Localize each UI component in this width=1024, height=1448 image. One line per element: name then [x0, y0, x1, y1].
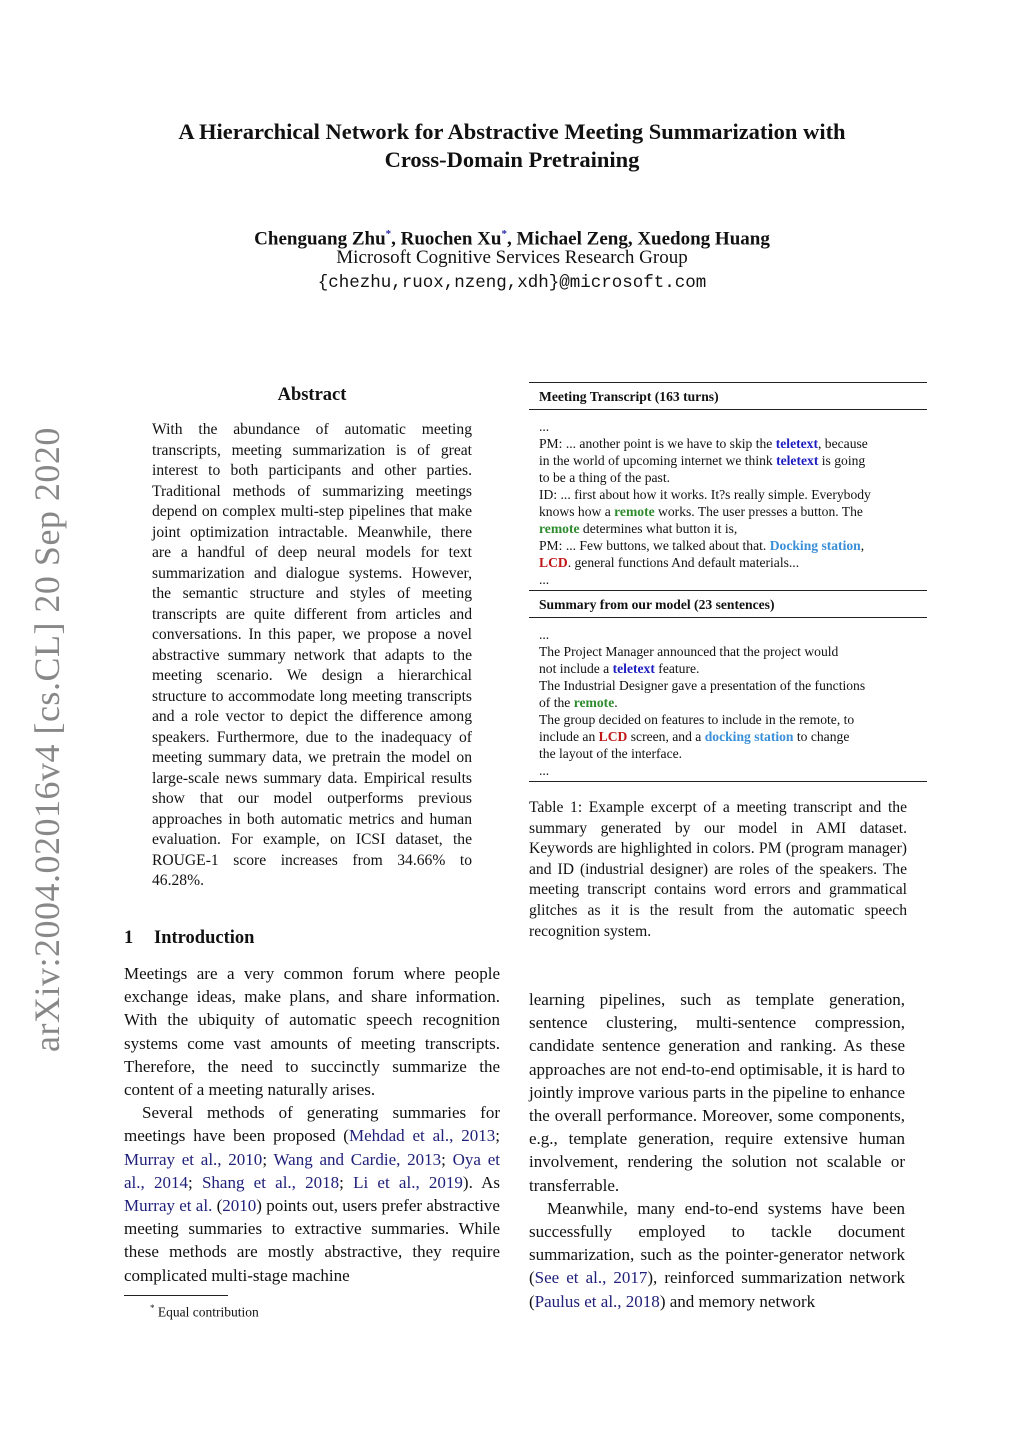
author-2: Ruochen Xu — [400, 228, 502, 250]
citation-link[interactable]: Li et al., 2019 — [353, 1172, 463, 1192]
summary-line: The Project Manager announced that the project would — [539, 644, 839, 659]
transcript-line: ID: ... first about how it works. It?s really simple. Everybody — [539, 487, 871, 502]
keyword-remote: remote — [539, 521, 580, 536]
paragraph-text: Several methods of generating summaries for meetings have been proposed ( — [124, 1103, 500, 1146]
abstract-heading: Abstract — [277, 385, 347, 405]
citation-link[interactable]: Murray et al., 2010 — [124, 1149, 263, 1169]
table-1 — [529, 382, 927, 782]
summary-line: The group decided on features to include in the remote, to — [539, 712, 855, 727]
table-caption: Table 1: Example excerpt of a meeting transcript and the summary generated by our model in AMI dataset. Keywords are highlighted in colors. PM (program manager) and ID (industrial designer) are roles of the speakers. The meeting transcript contains word errors and grammatical glitches as it is the result from the automatic speech recognition system. — [529, 799, 907, 940]
summary-line: The Industrial Designer gave a presentation of the functions — [539, 678, 866, 693]
keyword-teletext: teletext — [775, 436, 818, 451]
transcript-header: Meeting Transcript (163 turns) — [539, 389, 719, 404]
summary-line: of the remote. — [539, 695, 618, 710]
paper-title — [100, 118, 924, 174]
intro-right-column — [529, 988, 905, 1313]
keyword-teletext: teletext — [776, 453, 819, 468]
title-line-1: A Hierarchical Network for Abstractive Meeting Summarization with — [178, 119, 846, 144]
transcript-line: knows how a remote works. The user presses a button. The — [539, 504, 863, 519]
author-emails: {chezhu,ruox,nzeng,xdh}@microsoft.com — [317, 273, 707, 293]
keyword-lcd: LCD — [598, 729, 628, 744]
abstract-text: With the abundance of automatic meeting transcripts, meeting summarization is of great interest to both participants and other parties. Traditional methods of summarizing meetings depend on complex multi-step pipelines that make joint optimization intractable. Meanwhile, there are a handful of deep neural models for text summarization and dialogue systems. However, the semantic structure and styles of meeting transcripts are quite different from articles and conversations. In this paper, we propose a novel abstractive summary network that adapts to the meeting scenario. We design a hierarchical structure to accommodate long meeting transcripts and a role vector to depict the difference among speakers. Furthermore, due to the inadequacy of meeting summary data, we pretrain the model on large-scale news summary data. Empirical results show that our model outperforms previous approaches in both automatic metrics and human evaluation. For example, on ICSI dataset, the ROUGE-1 score increases from 34.66% to 46.28%. — [152, 421, 472, 889]
affiliation: Microsoft Cognitive Services Research Group — [336, 247, 688, 268]
keyword-remote: remote — [614, 504, 655, 519]
arxiv-identifier: arXiv:2004.02016v4 [cs.CL] 20 Sep 2020 — [27, 427, 67, 1052]
paragraph-text: points out, users prefer abstractive meeting summaries to extractive summaries. While these methods are mostly abstractive, they require complicated multi-stage machine — [124, 1196, 500, 1285]
citation-link[interactable]: See et al., 2017 — [534, 1268, 648, 1288]
ellipsis: ... — [539, 627, 550, 642]
keyword-lcd: LCD — [539, 555, 568, 570]
intro-paragraph-2: Several methods of generating summaries for meetings have been proposed (Mehdad et al., 2013; Murray et al., 2010; Wang and Cardie, 2013; Oya et al., 2014; Shang et al., 2018; Li et al., 2019). As Murray et al. (2010) points out, users prefer abstractive meeting summaries to extractive summaries. While these methods are mostly abstractive, they require complicated multi-stage machine — [124, 1103, 500, 1285]
summary-excerpt — [529, 618, 927, 781]
transcript-excerpt — [529, 410, 927, 590]
citation-link[interactable]: 2010 — [222, 1196, 257, 1216]
transcript-line: to be a thing of the past. — [539, 470, 670, 485]
ellipsis: ... — [539, 572, 550, 587]
author-1: Chenguang Zhu — [254, 228, 386, 250]
paragraph-text: ). As — [462, 1172, 500, 1192]
table-bottom-rule — [529, 781, 927, 782]
transcript-line: in the world of upcoming internet we think teletext is going — [539, 453, 866, 468]
keyword-docking-station: docking station — [704, 729, 794, 744]
citation-link[interactable]: Wang and Cardie, 2013 — [273, 1149, 442, 1169]
citation-link[interactable]: Mehdad et al., 2013 — [348, 1126, 496, 1146]
summary-header: Summary from our model (23 sentences) — [539, 597, 775, 612]
transcript-line: remote determines what button it is, — [539, 521, 738, 536]
section-heading — [124, 926, 254, 950]
summary-line: the layout of the interface. — [539, 746, 683, 761]
title-line-2: Cross-Domain Pretraining — [384, 147, 640, 172]
keyword-remote: remote — [573, 695, 615, 710]
section-number: 1 — [124, 928, 134, 948]
intro-paragraph-3: learning pipelines, such as template generation, sentence clustering, multi-sentence compression, candidate sentence generation and ranking. As these approaches are not end-to-end optimisable, it is hard to jointly improve various parts in the pipeline to enhance the overall performance. Moreover, some components, e.g., template generation, require extensive human involvement, rendering the solution not scalable or transferrable. — [529, 990, 905, 1195]
footnote-text: Equal contribution — [157, 1304, 259, 1320]
intro-paragraph-1: Meetings are a very common forum where people exchange ideas, make plans, and share information. With the ubiquity of automatic speech recognition systems come vast amounts of meeting transcripts. Therefore, the need to succinctly summarize the content of a meeting naturally arises. — [124, 964, 500, 1100]
paragraph-text: ) and memory network — [659, 1291, 816, 1311]
author-list: Chenguang Zhu*, Ruochen Xu*, Michael Zeng, Xuedong Huang — [254, 228, 770, 250]
keyword-docking-station: Docking station — [769, 538, 861, 553]
abstract-body — [152, 420, 472, 892]
equal-contribution-mark: * — [385, 228, 392, 240]
citation-link[interactable]: Paulus et al., 2018 — [534, 1291, 660, 1311]
transcript-line: PM: ... another point is we have to skip the teletext, because — [539, 436, 868, 451]
other-authors: Michael Zeng, Xuedong Huang — [516, 228, 770, 250]
summary-line: not include a teletext feature. — [539, 661, 700, 676]
section-title: Introduction — [154, 928, 255, 948]
footnote — [150, 1299, 259, 1322]
transcript-line: LCD. general functions And default materials... — [539, 555, 800, 570]
footnote-rule — [124, 1295, 228, 1296]
keyword-teletext: teletext — [612, 661, 655, 676]
summary-line: include an LCD screen, and a docking station to change — [539, 729, 850, 744]
intro-paragraph-4 — [529, 1197, 905, 1313]
ellipsis: ... — [539, 763, 550, 778]
citation-link[interactable]: Shang et al., 2018 — [201, 1172, 340, 1192]
citation-link[interactable]: Oya et al., 2014 — [124, 1149, 500, 1192]
paragraph-text: Meanwhile, many end-to-end systems have been successfully employed to tackle document summarization, such as the pointer-generator network ( — [529, 1198, 905, 1288]
ellipsis: ... — [539, 419, 550, 434]
transcript-line: PM: ... Few buttons, we talked about that. Docking station, — [539, 538, 865, 553]
citation-link[interactable]: Murray et al. — [124, 1196, 213, 1216]
paragraph-text: ), reinforced summarization network ( — [529, 1268, 905, 1311]
equal-contribution-mark: * — [501, 228, 507, 240]
intro-left-column — [124, 962, 500, 1287]
footnote-mark: * — [150, 1303, 155, 1313]
